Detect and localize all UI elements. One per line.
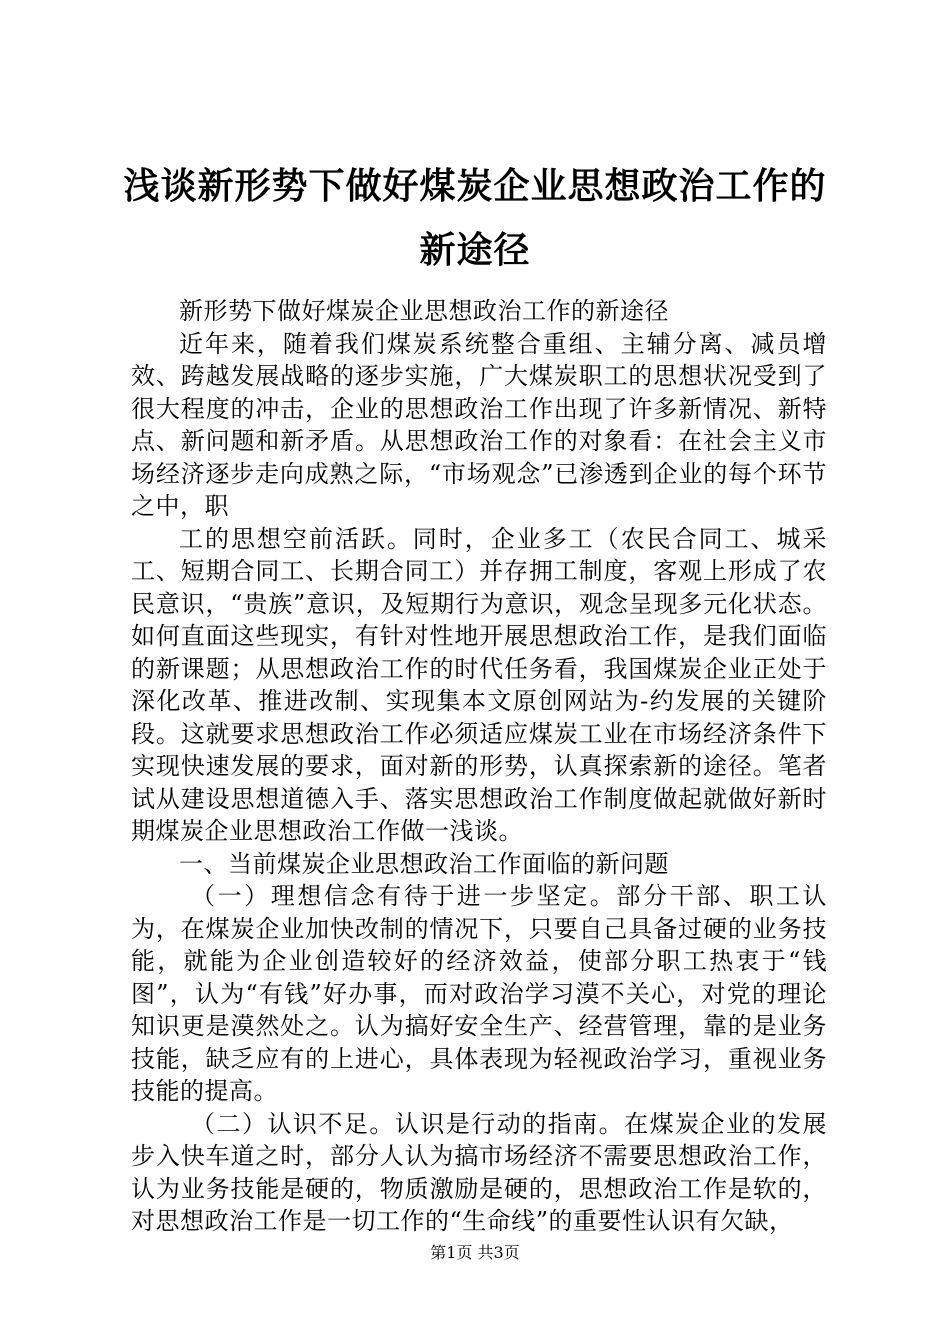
document-body bbox=[131, 295, 827, 1238]
paragraph-subtitle: 新形势下做好煤炭企业思想政治工作的新途径 bbox=[179, 297, 669, 325]
paragraph-continuation: 工的思想空前活跃。同时，企业多工（农民合同工、城采工、短期合同工、长期合同工）并存拥工制度，客观上形成了农民意识，“贵族”意识，及短期行为意识，观念呈现多元化状态。如何直面这些现实，有针对性地开展思想政治工作，是我们面临的新课题；从思想政治工作的时代任务看，我国煤炭企业正处于深化改革、推进改制、实现集本文原创网站为-约发展的关键阶段。这就要求思想政治工作必须适应煤炭工业在市场经济条件下实现快速发展的要求，面对新的形势，认真探索新的途径。笔者试从建设思想道德入手、落实思想政治工作制度做起就做好新时期煤炭企业思想政治工作做一浅谈。 bbox=[131, 524, 827, 845]
section-heading-1: 一、当前煤炭企业思想政治工作面临的新问题 bbox=[179, 849, 669, 878]
paragraph-point-2: （二）认识不足。认识是行动的指南。在煤炭企业的发展步入快车道之时，部分人认为搞市场经济不需要思想政治工作，认为业务技能是硬的，物质激励是硬的，思想政治工作是软的，对思想政治工作是一切工作的“生命线”的重要性认识有欠缺， bbox=[131, 1109, 827, 1235]
document-title: 浅谈新形势下做好煤炭企业思想政治工作的新途径 bbox=[123, 165, 827, 271]
paragraph-intro: 近年来，随着我们煤炭系统整合重组、主辅分离、减员增效、跨越发展战略的逐步实施，广大煤炭职工的思想状况受到了很大程度的冲击，企业的思想政治工作出现了许多新情况、新特点、新问题和新矛盾。从思想政治工作的对象看：在社会主义市场经济逐步走向成熟之际，“市场观念”已渗透到企业的每个环节之中，职 bbox=[131, 329, 827, 520]
paragraph-point-1: （一）理想信念有待于进一步坚定。部分干部、职工认为，在煤炭企业加快改制的情况下，只要自己具备过硬的业务技能，就能为企业创造较好的经济效益，使部分职工热衷于“钱图”，认为“有钱”好办事，而对政治学习漠不关心，对党的理论知识更是漠然处之。认为搞好安全生产、经营管理，靠的是业务技能，缺乏应有的上进心，具体表现为轻视政治学习，重视业务技能的提高。 bbox=[131, 882, 827, 1105]
page-number-footer: 第1页 共3页 bbox=[430, 1243, 520, 1262]
